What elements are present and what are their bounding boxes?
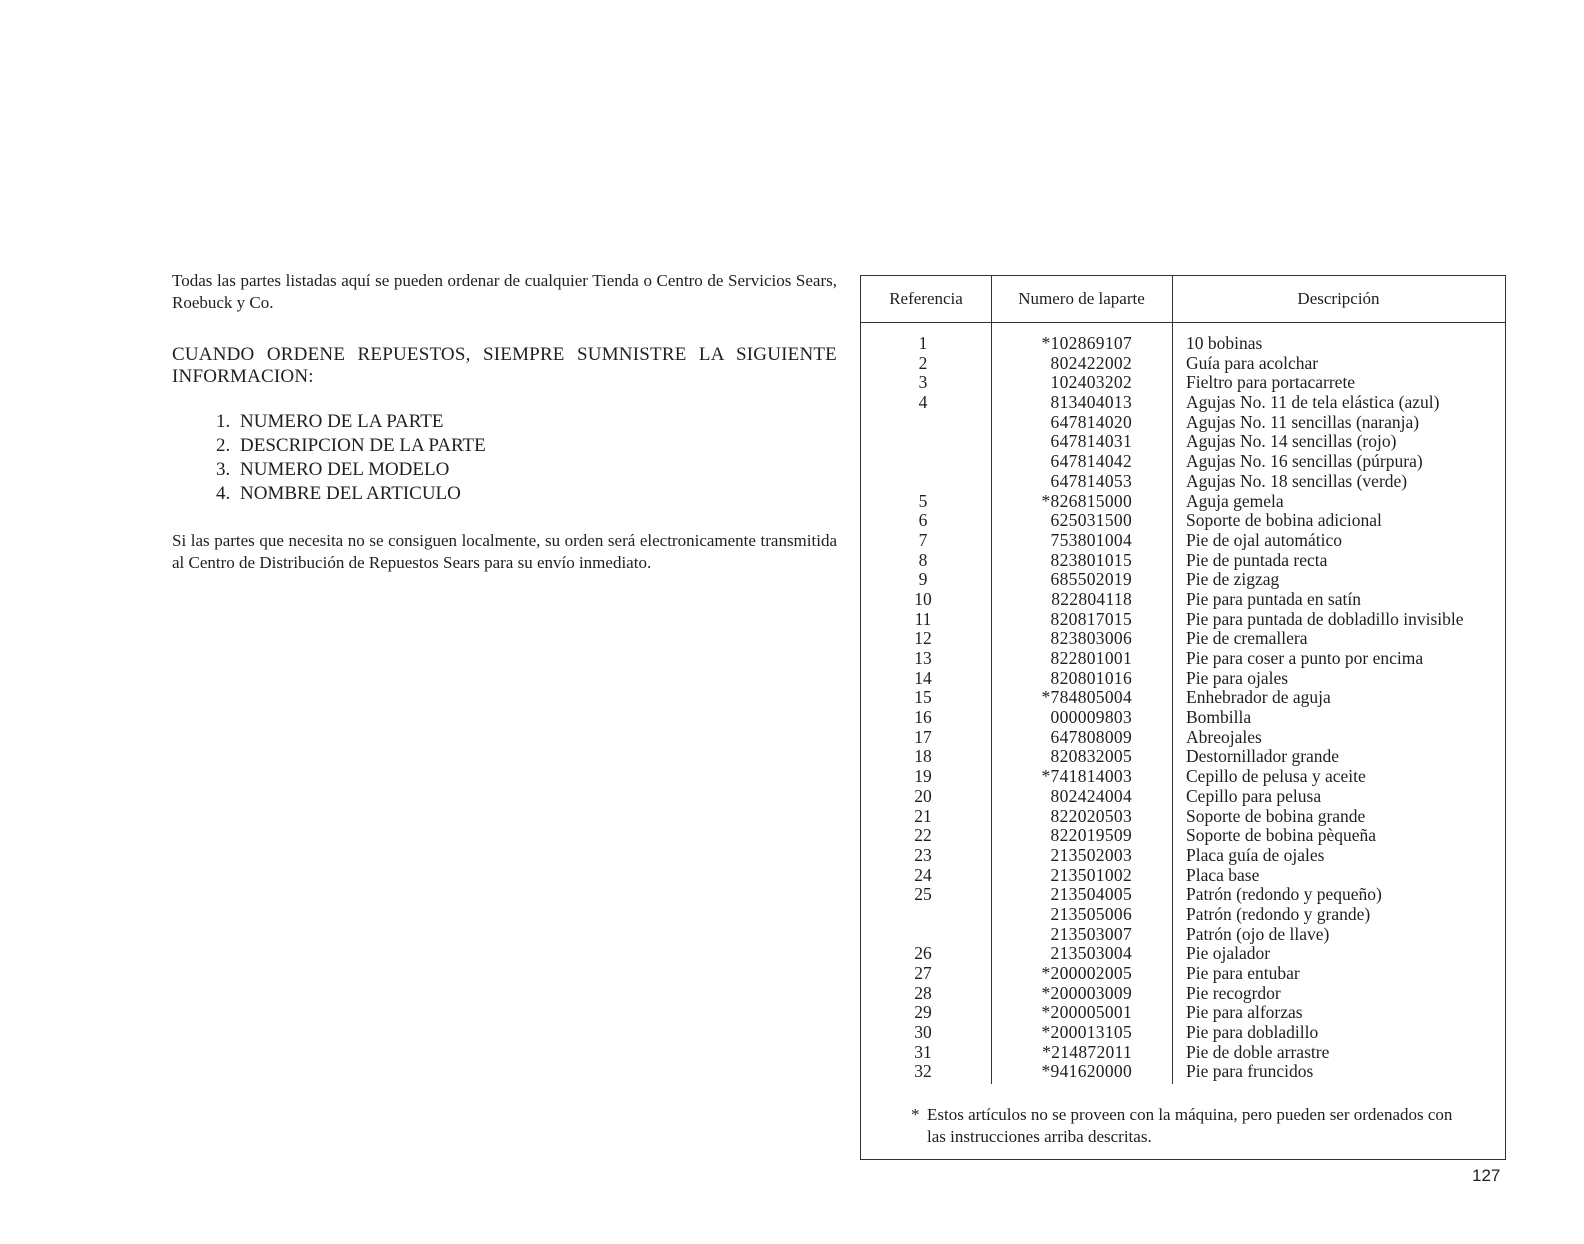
cell-description: Pie de puntada recta [1186,549,1328,570]
cell-reference: 14 [914,667,932,688]
table-row [861,492,1505,512]
cell-description: Cepillo para pelusa [1186,785,1322,806]
cell-part-number: 647808009 [1050,726,1132,747]
table-row [861,925,1505,945]
cell-description: Pie para dobladillo [1186,1022,1319,1043]
cell-description: Pie para alforzas [1186,1002,1303,1023]
cell-description: Pie para fruncidos [1186,1061,1314,1082]
table-row [861,767,1505,787]
cell-reference [861,413,991,433]
info-item-text: NUMERO DEL MODELO [240,459,450,480]
cell-description: Pie para ojales [1186,667,1289,688]
table-row [861,1043,1505,1063]
cell-description: Aguja gemela [1186,490,1284,511]
cell-part-number: 820817015 [1050,608,1132,629]
cell-description: Patrón (redondo y pequeño) [1186,884,1382,905]
table-row [861,885,1505,905]
cell-description: Agujas No. 18 sencillas (verde) [1186,470,1408,491]
cell-reference: 21 [914,805,932,826]
cell-part-number: *941620000 [1041,1061,1132,1082]
table-row [861,373,1505,393]
info-item-text: NOMBRE DEL ARTICULO [240,483,461,504]
table-row [861,1062,1505,1082]
cell-reference: 8 [918,549,928,570]
order-info-list [216,410,837,506]
cell-reference: 29 [914,1002,932,1023]
cell-description: Pie para entubar [1186,963,1300,983]
table-row [861,570,1505,590]
cell-reference [861,432,991,452]
table-row [861,866,1505,886]
cell-part-number: *784805004 [1041,687,1132,708]
cell-part-number: *214872011 [1042,1041,1132,1062]
table-row [861,432,1505,452]
cell-reference: 6 [918,510,928,531]
info-item-text: NUMERO DE LA PARTE [240,411,444,432]
cell-description: Placa guía de ojales [1186,844,1325,865]
cell-part-number: 822804118 [1051,588,1132,609]
info-list-item [216,410,837,434]
cell-description: Placa base [1186,864,1260,885]
cell-description: Pie de cremallera [1186,628,1308,649]
info-item-number: 4. [216,483,231,504]
cell-description: Soporte de bobina grande [1186,805,1366,826]
footnote [911,1104,1471,1148]
cell-description: Pie de zigzag [1186,569,1280,590]
info-list-item [216,482,837,506]
cell-part-number: 213502003 [1050,844,1132,865]
table-row [861,531,1505,551]
cell-part-number: 822019509 [1050,825,1132,846]
table-row [861,334,1505,354]
cell-reference: 28 [914,982,932,1003]
table-row [861,472,1505,492]
footnote-text: Estos artículos no se proveen con la máquina, pero pueden ser ordenados con las instrucciones arriba descritas. [927,1105,1453,1146]
cell-part-number: 647814053 [1050,470,1132,491]
cell-part-number: 213504005 [1050,884,1132,905]
cell-reference [861,925,991,945]
cell-description: Soporte de bobina pèqueña [1186,825,1377,846]
cell-part-number: 647814042 [1050,451,1132,472]
cell-reference [861,472,991,492]
info-item-number: 1. [216,411,231,432]
instructions-column [172,270,837,574]
cell-reference: 25 [914,884,932,905]
cell-part-number: 753801004 [1050,529,1132,550]
table-row [861,688,1505,708]
cell-part-number: *200005001 [1041,1002,1132,1023]
table-row [861,807,1505,827]
cell-reference: 30 [914,1022,932,1043]
info-item-text: DESCRIPCION DE LA PARTE [240,435,486,456]
closing-paragraph: Si las partes que necesita no se consiguen localmente, su orden será electronicamente transmitida al Centro de Distribución de Repuestos Sears para su envío inmediato. [172,531,837,572]
table-row [861,610,1505,630]
parts-table [860,275,1506,1160]
cell-description: Agujas No. 16 sencillas (púrpura) [1186,451,1423,472]
table-row [861,944,1505,964]
page-number: 127 [1472,1166,1501,1185]
cell-part-number: 820801016 [1050,667,1132,688]
cell-part-number: 802422002 [1050,352,1132,373]
cell-description: Patrón (ojo de llave) [1186,923,1330,944]
info-list-item [216,458,837,482]
table-body [861,334,1505,1082]
cell-description: Pie recogrdor [1186,982,1281,1003]
cell-reference: 9 [918,569,928,590]
cell-part-number: 213503007 [1050,923,1132,944]
table-row [861,747,1505,767]
table-row [861,590,1505,610]
table-row [861,964,1505,984]
cell-part-number: 647814031 [1050,431,1132,452]
cell-part-number: 820832005 [1050,746,1132,767]
cell-description: Abreojales [1186,726,1262,747]
table-row [861,846,1505,866]
table-row [861,413,1505,433]
cell-reference: 32 [914,1061,932,1082]
table-row [861,393,1505,413]
cell-description: Pie de ojal automático [1186,529,1342,550]
cell-reference: 27 [914,963,932,983]
cell-part-number: 213505006 [1050,903,1132,924]
info-item-number: 2. [216,435,231,456]
cell-part-number: 213501002 [1050,864,1132,885]
cell-part-number: 823803006 [1050,628,1132,649]
cell-reference [861,452,991,472]
cell-reference: 17 [914,726,932,747]
cell-part-number: 813404013 [1050,392,1132,413]
cell-reference: 4 [918,392,928,413]
order-info-heading: CUANDO ORDENE REPUESTOS, SIEMPRE SUMNISTRE LA SIGUIENTE INFORMACION: [172,344,837,387]
table-row [861,629,1505,649]
cell-reference: 31 [914,1041,932,1062]
info-list-item [216,434,837,458]
cell-description: Pie ojalador [1186,943,1271,964]
cell-reference: 13 [914,648,932,668]
cell-reference: 10 [914,588,932,609]
cell-part-number: 102403202 [1050,372,1132,393]
cell-reference: 7 [918,529,928,550]
table-header [861,276,1505,323]
table-row [861,728,1505,748]
cell-description: Agujas No. 11 de tela elástica (azul) [1186,392,1440,413]
cell-description: Soporte de bobina adicional [1186,510,1382,531]
table-row [861,511,1505,531]
cell-description: Enhebrador de aguja [1186,687,1331,708]
cell-reference: 5 [918,490,928,511]
cell-reference: 26 [914,943,932,964]
table-row [861,551,1505,571]
cell-description: 10 bobinas [1186,333,1263,353]
cell-description: Pie para puntada de dobladillo invisible [1186,608,1464,629]
cell-reference: 24 [914,864,932,885]
info-item-number: 3. [216,459,231,480]
header-referencia: Referencia [889,289,963,308]
table-row [861,1023,1505,1043]
cell-part-number: *102869107 [1041,333,1132,353]
cell-description: Patrón (redondo y grande) [1186,903,1371,924]
cell-reference: 18 [914,746,932,767]
cell-part-number: 625031500 [1050,510,1132,531]
table-row [861,1003,1505,1023]
cell-description: Pie para coser a punto por encima [1186,648,1424,668]
cell-description: Pie para puntada en satín [1186,588,1361,609]
cell-reference: 2 [918,352,928,373]
cell-part-number: *826815000 [1041,490,1132,511]
cell-part-number: 802424004 [1050,785,1132,806]
cell-description: Agujas No. 14 sencillas (rojo) [1186,431,1397,452]
cell-reference: 12 [914,628,932,649]
cell-reference: 20 [914,785,932,806]
footnote-mark: * [911,1105,920,1124]
header-numero-parte: Numero de laparte [1018,289,1145,308]
cell-part-number: 823801015 [1050,549,1132,570]
header-descripcion: Descripción [1297,289,1380,308]
cell-part-number: 213503004 [1050,943,1132,964]
table-row [861,649,1505,669]
table-row [861,669,1505,689]
cell-reference [861,905,991,925]
cell-part-number: 685502019 [1050,569,1132,590]
cell-part-number: 647814020 [1050,411,1132,432]
cell-part-number: *741814003 [1041,766,1132,787]
cell-description: Fieltro para portacarrete [1186,372,1356,393]
cell-reference: 22 [914,825,932,846]
cell-part-number: *200013105 [1041,1022,1132,1043]
cell-reference: 19 [914,766,932,787]
table-row [861,452,1505,472]
cell-description: Cepillo de pelusa y aceite [1186,766,1366,787]
cell-part-number: 822020503 [1050,805,1132,826]
cell-description: Guía para acolchar [1186,352,1319,373]
cell-description: Bombilla [1186,707,1252,728]
table-row [861,905,1505,925]
table-row [861,826,1505,846]
cell-reference: 3 [918,372,928,393]
intro-paragraph: Todas las partes listadas aquí se pueden ordenar de cualquier Tienda o Centro de Servicios Sears, Roebuck y Co. [172,271,837,312]
cell-part-number: *200002005 [1041,963,1132,983]
table-row [861,354,1505,374]
cell-part-number: *200003009 [1041,982,1132,1003]
cell-part-number: 000009803 [1050,707,1132,728]
table-row [861,708,1505,728]
cell-description: Agujas No. 11 sencillas (naranja) [1186,411,1420,432]
table-row [861,787,1505,807]
cell-reference: 16 [914,707,932,728]
cell-reference: 23 [914,844,932,865]
table-row [861,984,1505,1004]
cell-reference: 11 [914,608,932,629]
cell-description: Destornillador grande [1186,746,1340,767]
cell-reference: 15 [914,687,932,708]
cell-reference: 1 [918,333,928,353]
cell-part-number: 822801001 [1050,648,1132,668]
cell-description: Pie de doble arrastre [1186,1041,1330,1062]
